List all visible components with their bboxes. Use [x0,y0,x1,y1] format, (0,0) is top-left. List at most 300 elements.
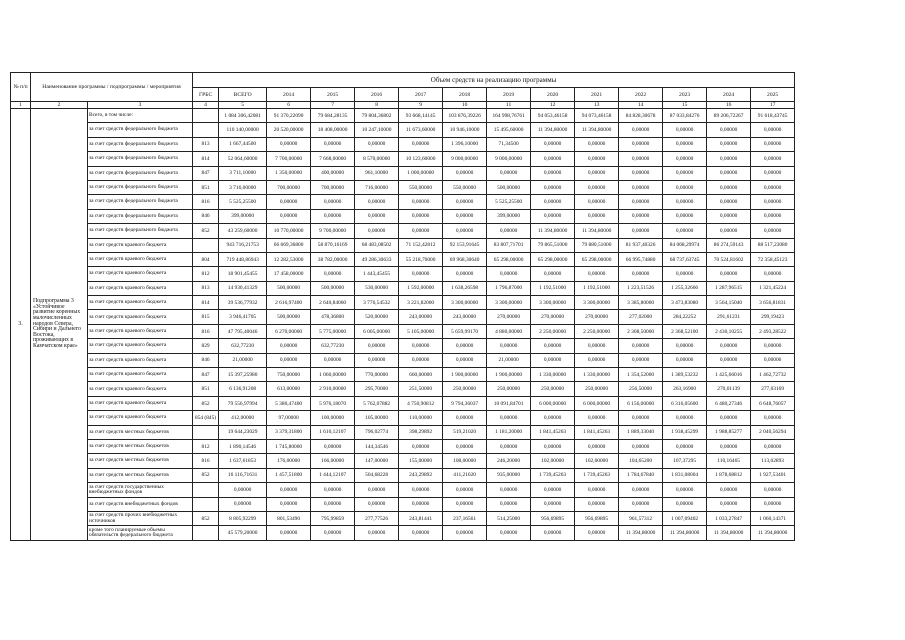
year-value: 613,00000 [267,382,311,396]
year-value: 500,00000 [267,310,311,324]
year-value: 0,00000 [531,195,575,209]
funding-source-label: за счет средств федерального бюджета [88,166,193,180]
year-value: 164 998,76761 [487,109,531,123]
year-value: 0,00000 [575,195,619,209]
year-value: 84 068,29974 [663,238,707,252]
year-value: 2 430,10255 [707,324,751,338]
funding-source-label: за счет средств федерального бюджета [88,209,193,223]
year-value: 1 350,00000 [267,166,311,180]
col-year-header: 2019 [487,88,531,102]
grbs-code: 813 [193,137,219,151]
year-value: 0,00000 [267,483,311,497]
funding-source-label: Всего, в том числе: [88,109,193,123]
table-row [11,123,795,137]
column-number: 3 [88,102,193,109]
year-value: 11 394,80000 [575,123,619,137]
year-value: 0,00000 [399,195,443,209]
year-value: 0,00000 [355,497,399,511]
year-value: 11 673,60000 [399,123,443,137]
year-value: 108,00000 [443,454,487,468]
year-value: 1 223,51526 [619,281,663,295]
year-value: 770,00000 [355,368,399,382]
funding-source-label: за счет средств федерального бюджета [88,152,193,166]
year-value: 68 483,08502 [355,238,399,252]
year-value: 0,00000 [531,180,575,194]
funding-source-label: за счет средств краевого бюджета [88,310,193,324]
funding-source-label: за счет средств краевого бюджета [88,368,193,382]
year-value: 9 794,36037 [443,396,487,410]
year-value: 15 495,60000 [487,123,531,137]
year-value: 79 880,51000 [575,238,619,252]
year-value: 530,00000 [355,281,399,295]
year-value: 0,00000 [619,137,663,151]
year-value: 0,00000 [531,267,575,281]
year-value: 0,00000 [531,497,575,511]
year-value: 0,00000 [707,123,751,137]
total-value: 52 064,60000 [219,152,267,166]
col-year-header: 2024 [707,88,751,102]
year-value: 1 457,51800 [267,468,311,482]
year-value: 0,00000 [751,353,795,367]
col-grbs-header: ГРБС [193,88,219,102]
funding-source-label: за счет средств прочих внебюджетных источников [88,511,193,525]
year-value: 1 988,85277 [707,425,751,439]
year-value: 9 000,00000 [487,152,531,166]
total-value: 6 136,91208 [219,382,267,396]
column-number: 10 [443,102,487,109]
year-value: 0,00000 [267,195,311,209]
year-value: 91 618,43745 [751,109,795,123]
year-value: 94 073,46158 [575,109,619,123]
year-value: 0,00000 [355,209,399,223]
grbs-code: 816 [193,195,219,209]
year-value: 632,77230 [311,339,355,353]
year-value: 1 033,27847 [707,511,751,525]
year-value: 0,00000 [267,137,311,151]
year-value: 20 520,00000 [267,123,311,137]
year-value: 250,00000 [531,382,575,396]
year-value: 0,00000 [487,267,531,281]
year-value: 155,00000 [399,454,443,468]
table-row [11,439,795,453]
total-value: 19 644,23029 [219,425,267,439]
year-value: 0,00000 [619,353,663,367]
year-value: 3 564,15040 [707,296,751,310]
year-value: 1 900,00000 [443,368,487,382]
year-value: 68 737,63745 [663,252,707,266]
year-value: 0,00000 [575,267,619,281]
grbs-code: 851 [193,180,219,194]
year-value: 0,00000 [575,497,619,511]
year-value: 69 968,30640 [443,252,487,266]
year-value: 1 192,51000 [575,281,619,295]
year-value: 0,00000 [663,166,707,180]
year-value: 1 841,45263 [575,425,619,439]
year-value: 5 380,47400 [267,396,311,410]
year-value: 1 330,00000 [575,368,619,382]
year-value: 0,00000 [399,267,443,281]
total-value: 399,00000 [219,209,267,223]
year-value: 66 669,36800 [267,238,311,252]
year-value: 8 570,00000 [355,152,399,166]
table-row [11,368,795,382]
year-value: 0,00000 [311,526,355,540]
funding-source-label: за счет средств внебюджетных фондов [88,497,193,511]
year-value: 0,00000 [443,224,487,238]
year-value: 0,00000 [311,267,355,281]
year-value: 5 659,99170 [443,324,487,338]
year-value: 6 005,00000 [355,324,399,338]
year-value: 11 394,80000 [575,224,619,238]
total-value: 0,00000 [219,497,267,511]
year-value: 0,00000 [751,166,795,180]
year-value: 0,00000 [355,483,399,497]
year-value: 0,00000 [619,180,663,194]
year-value: 0,00000 [311,353,355,367]
year-value: 0,00000 [531,137,575,151]
year-value: 0,00000 [663,353,707,367]
total-value: 5 525,25500 [219,195,267,209]
year-value: 9 000,00000 [443,152,487,166]
column-number: 14 [619,102,663,109]
year-value: 256,50000 [619,382,663,396]
year-value: 0,00000 [619,497,663,511]
year-value: 0,00000 [619,411,663,425]
year-value: 0,00000 [399,209,443,223]
year-value: 11 394,80000 [707,526,751,540]
year-value: 0,00000 [311,137,355,151]
table-row [11,339,795,353]
year-value: 246,20000 [487,454,531,468]
col-year-header: 2020 [531,88,575,102]
year-value: 66 995,74880 [619,252,663,266]
year-value: 6 480,27346 [707,396,751,410]
year-value: 1 841,45263 [531,425,575,439]
year-value: 0,00000 [443,195,487,209]
year-value: 0,00000 [751,195,795,209]
column-number: 5 [219,102,267,109]
year-value: 1 784,67840 [619,468,663,482]
year-value: 0,00000 [663,195,707,209]
year-value: 796,02774 [355,425,399,439]
year-value: 243,00000 [443,310,487,324]
year-value: 7 668,00000 [311,152,355,166]
grbs-code: 814 [193,296,219,310]
year-value: 102,00000 [531,454,575,468]
grbs-code [193,238,219,252]
year-value: 0,00000 [487,224,531,238]
table-row [11,252,795,266]
column-number: 11 [487,102,531,109]
year-value: 71 152,42812 [399,238,443,252]
year-value: 0,00000 [399,497,443,511]
year-value: 295,70000 [355,382,399,396]
year-value: 2 616,97400 [267,296,311,310]
year-value: 79 804,36802 [355,109,399,123]
year-value: 1 739,45263 [575,468,619,482]
year-value: 5 525,25500 [487,195,531,209]
year-value: 0,00000 [619,267,663,281]
year-value: 0,00000 [663,123,707,137]
table-row [11,324,795,338]
funding-source-label: за счет средств краевого бюджета [88,281,193,295]
year-value: 10 247,10000 [355,123,399,137]
year-value: 519,21020 [443,425,487,439]
table-row [11,238,795,252]
year-value: 0,00000 [663,439,707,453]
col-year-header: 2018 [443,88,487,102]
year-value: 102,00000 [575,454,619,468]
year-value: 0,00000 [311,195,355,209]
column-number: 17 [751,102,795,109]
funding-source-label: за счет средств федерального бюджета [88,224,193,238]
year-value: 270,00000 [531,310,575,324]
year-value: 504,68228 [355,468,399,482]
table-row [11,353,795,367]
year-value: 0,00000 [575,152,619,166]
funding-source-label: за счет средств краевого бюджета [88,252,193,266]
funding-source-label: за счет средств федерального бюджета [88,195,193,209]
year-value: 0,00000 [531,411,575,425]
year-value: 277,02000 [619,310,663,324]
col-year-header: 2015 [311,88,355,102]
year-value: 1 938,45299 [663,425,707,439]
year-value: 18 408,00000 [311,123,355,137]
total-value: 3 946,41705 [219,310,267,324]
year-value: 6 000,00000 [531,396,575,410]
year-value: 0,00000 [399,526,443,540]
year-value: 113,02893 [751,454,795,468]
total-value: 43 259,60000 [219,224,267,238]
total-value: 110 140,00000 [219,123,267,137]
year-value: 0,00000 [663,339,707,353]
year-value: 0,00000 [707,339,751,353]
year-value: 0,00000 [355,339,399,353]
table-row [11,267,795,281]
year-value: 0,00000 [267,526,311,540]
year-value: 0,00000 [487,411,531,425]
year-value: 6 156,00000 [619,396,663,410]
year-value: 2 250,00000 [531,324,575,338]
total-value: 47 795,40046 [219,324,267,338]
year-value: 71,34500 [487,137,531,151]
table-row [11,296,795,310]
year-value: 3 385,80000 [619,296,663,310]
total-value: 15 397,25980 [219,368,267,382]
year-value: 0,00000 [751,152,795,166]
year-value: 0,00000 [399,137,443,151]
table-row [11,511,795,525]
grbs-code: 847 [193,368,219,382]
year-value: 956,69895 [531,511,575,525]
year-value: 1 878,68812 [707,468,751,482]
year-value: 0,00000 [575,339,619,353]
year-value: 6 270,00000 [267,324,311,338]
year-value: 6 316,05600 [663,396,707,410]
year-value: 299,19423 [751,310,795,324]
year-value: 500,00000 [311,281,355,295]
year-value: 550,00000 [443,180,487,194]
total-value: 16 116,71631 [219,468,267,482]
year-value: 0,00000 [751,180,795,194]
table-row [11,166,795,180]
grbs-code: 852 [193,511,219,525]
year-value: 0,00000 [575,439,619,453]
year-value: 12 282,53000 [267,252,311,266]
total-value: 14 930,41329 [219,281,267,295]
year-value: 2 368,52100 [663,324,707,338]
year-value: 0,00000 [751,137,795,151]
funding-source-label: за счет средств местных бюджетов [88,425,193,439]
year-value: 1 389,53232 [663,368,707,382]
grbs-code: 852 [193,224,219,238]
year-value: 1 321,45224 [751,281,795,295]
year-value: 55 218,70000 [399,252,443,266]
year-value: 3 379,31800 [267,425,311,439]
year-value: 11 394,80000 [619,526,663,540]
table-row [11,411,795,425]
year-value: 0,00000 [575,209,619,223]
year-value: 0,00000 [707,166,751,180]
col-year-header: 2017 [399,88,443,102]
year-value: 250,00000 [575,382,619,396]
year-value: 0,00000 [355,137,399,151]
year-value: 0,00000 [575,483,619,497]
grbs-code: 852 [193,396,219,410]
year-value: 961,57312 [619,511,663,525]
funding-source-label: за счет средств краевого бюджета [88,382,193,396]
year-value: 0,00000 [311,439,355,453]
total-value: 719 448,86943 [219,252,267,266]
grbs-code: 812 [193,267,219,281]
total-value: 1 890,14546 [219,439,267,453]
year-value: 1 396,10000 [443,137,487,151]
year-value: 0,00000 [443,267,487,281]
funding-source-label: за счет средств краевого бюджета [88,353,193,367]
year-value: 0,00000 [531,152,575,166]
year-value: 38 782,00000 [311,252,355,266]
year-value: 243,29892 [399,468,443,482]
year-value: 0,00000 [267,353,311,367]
year-value: 97,00000 [267,411,311,425]
year-value: 79 865,51000 [531,238,575,252]
grbs-code: 815 [193,310,219,324]
col-name-header: Наименование программы / подпрограммы / мероприятия [31,73,193,102]
year-value: 0,00000 [267,339,311,353]
total-value: 1 637,61853 [219,454,267,468]
year-value: 3 300,00000 [443,296,487,310]
year-value: 0,00000 [531,439,575,453]
year-value: 0,00000 [443,339,487,353]
year-value: 0,00000 [487,166,531,180]
budget-table-sheet [10,72,795,541]
total-value: 943 716,21753 [219,238,267,252]
year-value: 291,61231 [707,310,751,324]
year-value: 0,00000 [663,180,707,194]
grbs-code [193,483,219,497]
funding-source-label: за счет средств местных бюджетов [88,468,193,482]
year-value: 0,00000 [575,526,619,540]
year-value: 0,00000 [663,411,707,425]
year-value: 4 880,00000 [487,324,531,338]
year-value: 243,81441 [399,511,443,525]
year-value: 0,00000 [619,152,663,166]
year-value: 10 091,84701 [487,396,531,410]
year-value: 0,00000 [663,267,707,281]
year-value: 0,00000 [619,339,663,353]
table-row [11,152,795,166]
column-number: 1 [11,102,31,109]
year-value: 0,00000 [751,209,795,223]
year-value: 89 206,72267 [707,109,751,123]
year-value: 0,00000 [487,483,531,497]
funding-source-label: за счет средств краевого бюджета [88,267,193,281]
year-value: 0,00000 [707,411,751,425]
grbs-code [193,109,219,123]
year-value: 5 762,07882 [355,396,399,410]
grbs-code: 816 [193,324,219,338]
year-value: 0,00000 [575,166,619,180]
year-value: 270,00000 [575,310,619,324]
year-value: 243,00000 [399,310,443,324]
year-value: 5 976,18070 [311,396,355,410]
column-number: 6 [267,102,311,109]
row-number: 3. [11,109,31,541]
year-value: 0,00000 [355,353,399,367]
year-value: 2 493,28522 [751,324,795,338]
year-value: 0,00000 [751,267,795,281]
year-value: 11 394,80000 [531,224,575,238]
year-value: 1 255,32666 [663,281,707,295]
col-np-header: № п/п [11,73,31,102]
grbs-code: 854 (845) [193,411,219,425]
year-value: 0,00000 [355,526,399,540]
year-value: 956,69895 [575,511,619,525]
year-value: 0,00000 [751,123,795,137]
year-value: 58 870,16169 [311,238,355,252]
funding-source-label: за счет средств краевого бюджета [88,238,193,252]
subprogram-name: Подпрограмма 3 «Устойчивое развитие коренных малочисленных народов Севера, Сибири и Дальнего Востока, проживающих в Камчатском крае» [31,109,88,541]
year-value: 147,00000 [355,454,399,468]
year-value: 1 181,20000 [487,425,531,439]
year-value: 0,00000 [619,123,663,137]
year-value: 92 153,91645 [443,238,487,252]
year-value: 0,00000 [443,526,487,540]
table-row [11,483,795,497]
table-title: Объем средств на реализацию программы [193,73,795,88]
funding-source-label: за счет средств государственных внебюджетных фондов [88,483,193,497]
year-value: 91 370,22090 [267,109,311,123]
year-value: 65 298,00000 [487,252,531,266]
table-row [11,396,795,410]
year-value: 0,00000 [575,353,619,367]
column-number: 12 [531,102,575,109]
year-value: 0,00000 [399,353,443,367]
year-value: 176,00000 [267,454,311,468]
year-value: 0,00000 [707,224,751,238]
year-value: 520,00000 [355,310,399,324]
funding-source-label: за счет средств федерального бюджета [88,123,193,137]
year-value: 0,00000 [663,137,707,151]
col-total-header: ВСЕГО [219,88,267,102]
table-row [11,310,795,324]
year-value: 0,00000 [575,137,619,151]
year-value: 263,16900 [663,382,707,396]
year-value: 9 700,00000 [311,224,355,238]
total-value: 1 084 306,42081 [219,109,267,123]
year-value: 0,00000 [663,483,707,497]
table-row [11,454,795,468]
